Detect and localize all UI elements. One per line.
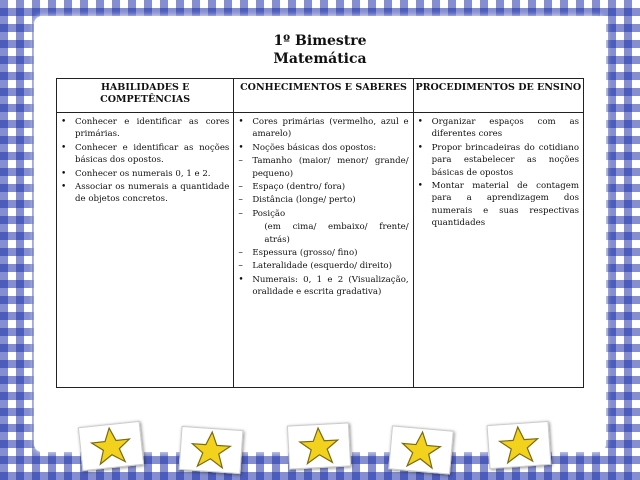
- dash-icon: –: [238, 248, 243, 259]
- list-item: [61, 116, 229, 141]
- page-title: 1º Bimestre: [273, 33, 367, 49]
- header-conhecimentos: CONHECIMENTOS E SABERES: [234, 79, 413, 112]
- dash-icon: –: [238, 208, 243, 219]
- star-tile: [179, 426, 244, 474]
- list-item: [418, 142, 579, 179]
- list-item: [238, 247, 408, 259]
- list-item: [238, 260, 408, 272]
- bullet-icon: •: [238, 142, 244, 153]
- list-item: [238, 274, 408, 299]
- dash-icon: –: [238, 156, 243, 167]
- list-item-text: Montar material de contagem para a aprendizagem dos numerais e suas respectivas quantidades: [431, 181, 579, 229]
- dash-icon: –: [238, 261, 243, 272]
- bullet-icon: •: [417, 142, 423, 153]
- star-decoration-row: [60, 420, 580, 474]
- bullet-icon: •: [238, 117, 244, 127]
- bullet-icon: •: [61, 142, 67, 153]
- list-item: [238, 181, 408, 193]
- list-item-text: Numerais: 0, 1 e 2 (Visualização, oralidade e escrita gradativa): [252, 274, 409, 298]
- list-item: [61, 142, 229, 167]
- list-item: [238, 116, 408, 141]
- list-item: [238, 208, 408, 220]
- list-item-text: Conhecer e identificar as noções básicas dos opostos.: [75, 142, 230, 166]
- list-item: [61, 168, 229, 180]
- list-item-text: Distância (longe/ perto): [252, 195, 356, 206]
- list-item-text: Cores primárias (vermelho, azul e amarelo): [252, 117, 409, 140]
- star-icon: [495, 423, 544, 466]
- list-item-text: Espaço (dentro/ fora): [252, 182, 346, 193]
- list-item-text: Posição: [252, 208, 286, 219]
- star-tile: [388, 425, 454, 474]
- plan-table: [56, 78, 584, 388]
- list-item-text: Conhecer e identificar as cores primárias.: [75, 117, 230, 140]
- list-item-text: Associar os numerais a quantidade de objetos concretos.: [75, 182, 230, 205]
- star-icon: [396, 428, 445, 472]
- list-item-text: Tamanho (maior/ menor/ grande/ pequeno): [252, 156, 409, 179]
- bullet-icon: •: [417, 181, 423, 192]
- bullet-icon: •: [417, 117, 423, 127]
- star-tile: [487, 421, 552, 469]
- header-habilidades: HABILIDADES E COMPETÊNCIAS: [57, 79, 234, 112]
- list-item: [238, 155, 408, 180]
- cell-procedimentos: [414, 113, 583, 387]
- document-sheet: [36, 18, 604, 450]
- table-body-row: [57, 113, 583, 387]
- table-header-row: [57, 79, 583, 113]
- bullet-icon: •: [61, 168, 67, 179]
- star-tile: [287, 422, 351, 469]
- star-icon: [86, 424, 136, 469]
- dash-icon: –: [238, 195, 243, 206]
- bullet-icon: •: [61, 182, 67, 193]
- dash-icon: –: [238, 182, 243, 193]
- list-item-text: Noções básicas dos opostos:: [252, 142, 377, 153]
- list-item-text: Organizar espaços com as diferentes cores: [431, 117, 579, 140]
- list-item: [238, 142, 408, 154]
- list-item: [238, 221, 408, 246]
- list-item-text: Propor brincadeiras do cotidiano para estabelecer as noções básicas de opostos: [431, 142, 579, 178]
- list-item: [238, 194, 408, 206]
- star-tile: [78, 421, 144, 471]
- cell-habilidades: [57, 113, 234, 387]
- header-procedimentos: PROCEDIMENTOS DE ENSINO: [415, 82, 582, 93]
- cell-conhecimentos: [234, 113, 413, 387]
- star-icon: [187, 428, 236, 471]
- list-item: [418, 180, 579, 230]
- list-item-text: Espessura (grosso/ fino): [252, 248, 358, 259]
- list-item-text: Conhecer os numerais 0, 1 e 2.: [75, 168, 211, 179]
- list-item: [61, 181, 229, 206]
- bullet-icon: •: [61, 117, 67, 127]
- list-item-text: (em cima/ embaixo/ frente/ atrás): [264, 222, 409, 245]
- bullet-icon: •: [238, 274, 244, 285]
- star-icon: [295, 425, 343, 467]
- page-subtitle: Matemática: [273, 51, 367, 67]
- list-item: [418, 116, 579, 141]
- list-item-text: Lateralidade (esquerdo/ direito): [252, 261, 392, 272]
- title-block: [36, 32, 604, 68]
